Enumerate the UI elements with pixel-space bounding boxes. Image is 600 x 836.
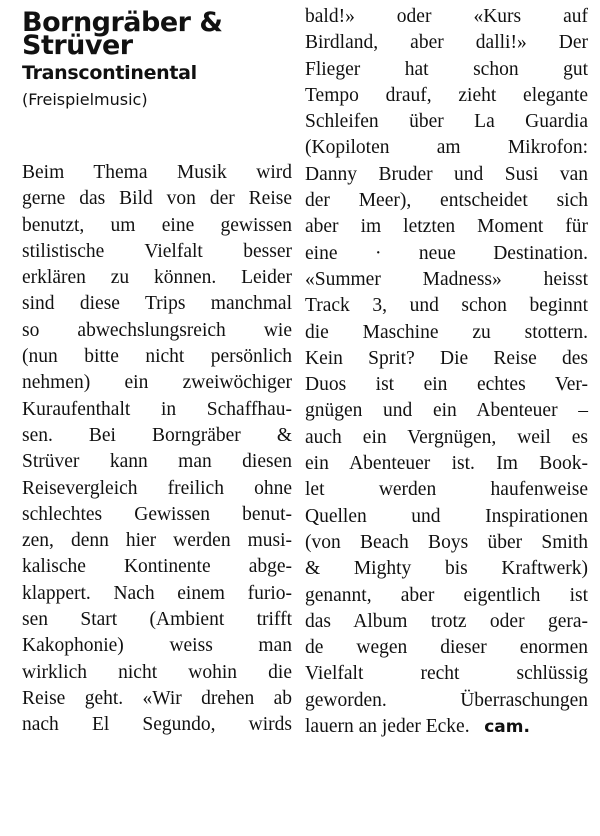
text-line: «Summer Madness» heisst — [305, 268, 588, 290]
text-line: gnügen und ein Abenteuer – — [305, 400, 588, 422]
text-line-final-words: lauern an jeder Ecke. — [305, 716, 470, 738]
text-line: (nun bitte nicht persönlich — [22, 346, 292, 368]
left-column — [22, 0, 292, 739]
text-line: wirklich nicht wohin die — [22, 661, 292, 683]
album-title: Transcontinental — [22, 62, 197, 84]
text-line: Kuraufenthalt in Schaffhau- — [22, 398, 292, 420]
text-line: gerne das Bild von der Reise — [22, 188, 292, 210]
text-line: Duos ist ein echtes Ver- — [305, 374, 588, 396]
right-column — [305, 0, 588, 740]
text-line: bald!» oder «Kurs auf — [305, 6, 588, 27]
text-line: Track 3, und schon beginnt — [305, 295, 588, 317]
text-line: geworden. Überraschungen — [305, 689, 588, 711]
text-line: Strüver kann man diesen — [22, 451, 292, 473]
text-line: der Meer), entscheidet sich — [305, 190, 588, 212]
text-line: Birdland, aber dalli!» Der — [305, 32, 588, 54]
text-line: benutzt, um eine gewissen — [22, 214, 292, 236]
text-line: die Maschine zu stottern. — [305, 321, 588, 343]
text-line: nehmen) ein zweiwöchiger — [22, 372, 292, 394]
text-line: (Kopiloten am Mikrofon: — [305, 137, 588, 159]
author-signoff: cam. — [484, 717, 530, 738]
text-line: aber im letzten Moment für — [305, 216, 588, 238]
text-line: Quellen und Inspirationen — [305, 505, 588, 527]
text-line: auch ein Vergnügen, weil es — [305, 426, 588, 448]
text-line: Reisevergleich freilich ohne — [22, 477, 292, 499]
text-line: (von Beach Boys über Smith — [305, 531, 588, 553]
text-line-final — [305, 714, 588, 740]
review-text-left — [22, 160, 292, 739]
text-line: & Mighty bis Kraftwerk) — [305, 558, 588, 580]
text-line: de wegen dieser enormen — [305, 637, 588, 659]
text-line: sen. Bei Borngräber & — [22, 424, 292, 446]
text-line: let werden haufenweise — [305, 479, 588, 501]
text-line: eine · neue Destination. — [305, 242, 588, 264]
review-text-right — [305, 4, 588, 740]
text-line: Flieger hat schon gut — [305, 58, 588, 80]
artist-name-line-2: Strüver — [22, 30, 133, 61]
text-line: schlechtes Gewissen benut- — [22, 503, 292, 525]
text-line: kalische Kontinente abge- — [22, 556, 292, 578]
text-line: Beim Thema Musik wird — [22, 162, 292, 183]
text-line: Vielfalt recht schlüssig — [305, 663, 588, 685]
text-line: nach El Segundo, wirds — [22, 714, 292, 736]
text-line: Kakophonie) weiss man — [22, 635, 292, 657]
text-line: Reise geht. «Wir drehen ab — [22, 687, 292, 709]
artist-name — [22, 7, 292, 61]
text-line: so abwechslungsreich wie — [22, 319, 292, 341]
text-line: sen Start (Ambient trifft — [22, 609, 292, 631]
text-line: stilistische Vielfalt besser — [22, 240, 292, 262]
text-line: klappert. Nach einem furio- — [22, 582, 292, 604]
text-line: genannt, aber eigentlich ist — [305, 584, 588, 606]
record-label: (Freispielmusic) — [22, 90, 148, 109]
text-line: erklären zu können. Leider — [22, 267, 292, 289]
text-line: ein Abenteuer ist. Im Book- — [305, 453, 588, 475]
text-line: das Album trotz oder gera- — [305, 610, 588, 632]
text-line: Danny Bruder und Susi van — [305, 163, 588, 185]
text-line: Kein Sprit? Die Reise des — [305, 347, 588, 369]
text-line: Tempo drauf, zieht elegante — [305, 84, 588, 106]
text-line: Schleifen über La Guardia — [305, 111, 588, 133]
text-line: zen, denn hier werden musi- — [22, 530, 292, 552]
text-line: sind diese Trips manchmal — [22, 293, 292, 315]
artist-name-line-1: Borngräber & — [22, 7, 223, 38]
